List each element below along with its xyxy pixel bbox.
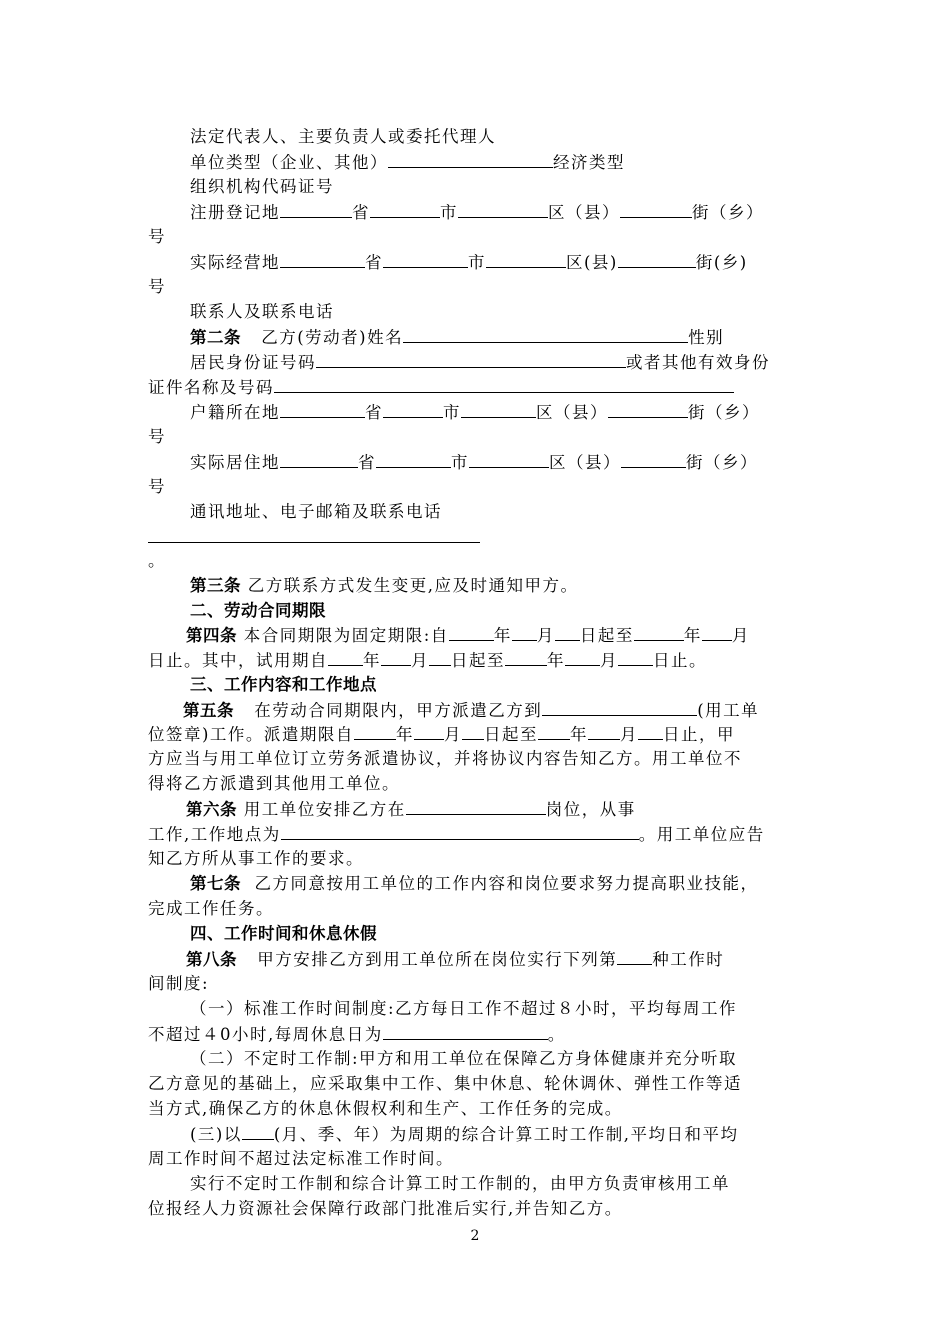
blank-field[interactable] <box>383 400 443 418</box>
text-line <box>148 972 808 996</box>
page-number: 2 <box>470 1228 480 1244</box>
text: 号 <box>148 227 166 246</box>
text: 乙方同意按用工单位的工作内容和岗位要求努力提高职业技能， <box>254 874 759 893</box>
blank-field[interactable] <box>376 450 451 468</box>
contact-line <box>190 300 850 324</box>
blank-field[interactable] <box>505 648 547 666</box>
text: 实际居住地 <box>190 453 280 472</box>
text: (月、季、年）为周期的综合计算工时工作制,平均日和平均 <box>273 1125 739 1144</box>
blank-field[interactable] <box>618 648 653 666</box>
text: 户籍所在地 <box>190 403 280 422</box>
text: 三、工作内容和工作地点 <box>190 675 377 694</box>
section-heading-content <box>190 673 850 697</box>
text-line <box>148 225 808 249</box>
mailing-address-line <box>190 500 850 524</box>
text: 月 <box>619 725 638 744</box>
text: 性别 <box>688 328 725 347</box>
text: 日起至 <box>579 626 634 645</box>
article-3-line <box>190 574 850 598</box>
article-heading: 第八条 <box>186 950 237 969</box>
text: 通讯地址、电子邮箱及联系电话 <box>190 502 442 521</box>
blank-field[interactable] <box>486 250 566 268</box>
text-line <box>148 747 808 771</box>
blank-field[interactable] <box>280 250 365 268</box>
article-heading: 第二条 <box>190 328 241 347</box>
blank-field[interactable] <box>316 350 626 368</box>
text: 日止。其中，试用期自 <box>148 651 328 670</box>
blank-field[interactable] <box>634 623 684 641</box>
text: 街(乡) <box>695 253 748 272</box>
text: 证件名称及号码 <box>148 378 274 397</box>
text: （二）不定时工作制:甲方和用工单位在保障乙方身体健康并充分听取 <box>190 1049 738 1068</box>
blank-field[interactable] <box>280 200 352 218</box>
text: 市 <box>468 253 486 272</box>
text: 居民身份证号码 <box>190 353 316 372</box>
text-line <box>148 425 808 449</box>
text: 乙方意见的基础上，应采取集中工作、集中休息、轮休调休、弹性工作等适 <box>148 1074 742 1093</box>
dispatch-period-line <box>148 722 808 747</box>
text: 省 <box>352 203 370 222</box>
text: 。 <box>547 1025 566 1044</box>
blank-field[interactable] <box>458 200 548 218</box>
text: 注册登记地 <box>190 203 280 222</box>
text: （一）标准工作时间制度:乙方每日工作不超过８小时，平均每周工作 <box>190 999 738 1018</box>
text: 本合同期限为固定期限:自 <box>243 626 449 645</box>
text: 号 <box>148 427 166 446</box>
blank-field[interactable] <box>618 250 696 268</box>
text-line <box>148 772 808 796</box>
blank-field[interactable] <box>280 450 358 468</box>
text: 单位类型（企业、其他） <box>190 153 388 172</box>
blank-field[interactable] <box>702 623 732 641</box>
text: 间制度: <box>148 974 210 993</box>
text: 日起至 <box>451 651 505 670</box>
blank-field[interactable] <box>621 450 686 468</box>
work-location-line <box>148 822 808 847</box>
text: (用工单 <box>697 701 760 720</box>
blank-field[interactable] <box>381 648 411 666</box>
text-line <box>148 275 808 299</box>
text: 号 <box>148 277 166 296</box>
article-4-line <box>186 623 846 648</box>
org-code-line <box>190 175 850 199</box>
blank-field[interactable] <box>469 450 549 468</box>
text: 位签章)工作。派遣期限自 <box>148 725 354 744</box>
text: 在劳动合同期限内，甲方派遣乙方到 <box>254 701 543 720</box>
text: 省 <box>365 403 383 422</box>
residence-line <box>190 450 850 475</box>
text: (三)以 <box>190 1125 242 1144</box>
article-5-line <box>183 698 843 723</box>
text: 区（县） <box>536 403 608 422</box>
text: 甲方安排乙方到用工单位所在岗位实行下列第 <box>257 950 618 969</box>
text: 乙方联系方式发生变更,应及时通知甲方。 <box>247 576 579 595</box>
text: 位报经人力资源社会保障行政部门批准后实行,并告知乙方。 <box>148 1199 623 1218</box>
text: 市 <box>443 403 461 422</box>
text: 四、工作时间和休息休假 <box>190 924 377 943</box>
blank-field[interactable] <box>449 623 494 641</box>
blank-field[interactable] <box>538 722 570 740</box>
text: 市 <box>451 453 469 472</box>
text: 当方式,确保乙方的休息休假权利和生产、工作任务的完成。 <box>148 1099 623 1118</box>
text: 月 <box>411 651 429 670</box>
text: 省 <box>358 453 376 472</box>
id-name-line <box>148 375 808 400</box>
text: 法定代表人、主要负责人或委托代理人 <box>190 127 496 146</box>
blank-field[interactable] <box>370 200 440 218</box>
registered-address-line <box>190 200 850 225</box>
blank-field[interactable] <box>403 325 688 343</box>
article-6-line <box>186 797 846 822</box>
blank-field[interactable] <box>608 400 688 418</box>
blank-field[interactable] <box>588 722 620 740</box>
text-line <box>148 897 808 921</box>
legal-representative-line <box>190 125 850 149</box>
text: 月 <box>600 651 618 670</box>
blank-field[interactable] <box>406 797 546 815</box>
text: 日止，甲 <box>662 725 735 744</box>
article-heading: 第七条 <box>190 874 241 893</box>
blank-field[interactable] <box>242 1122 274 1140</box>
blank-field[interactable] <box>555 623 580 641</box>
blank-field[interactable] <box>281 822 639 840</box>
blank-field[interactable] <box>383 1022 548 1040</box>
text: 年 <box>363 651 381 670</box>
text: 实际经营地 <box>190 253 280 272</box>
text: 岗位，从事 <box>545 800 636 819</box>
blank-field[interactable] <box>542 698 697 716</box>
text: 组织机构代码证号 <box>190 177 334 196</box>
blank-field[interactable] <box>429 648 451 666</box>
article-heading: 第六条 <box>186 800 237 819</box>
text: 日起至 <box>483 725 538 744</box>
text: 年 <box>395 725 414 744</box>
text: 区（县） <box>548 203 620 222</box>
text: 二、劳动合同期限 <box>190 601 326 620</box>
text: 年 <box>683 626 702 645</box>
text: 或者其他有效身份 <box>626 353 770 372</box>
text: 省 <box>365 253 383 272</box>
text: 日止。 <box>653 651 707 670</box>
text: 月 <box>731 626 750 645</box>
blank-field[interactable] <box>328 648 363 666</box>
text: 联系人及联系电话 <box>190 302 334 321</box>
blank-field[interactable] <box>280 400 365 418</box>
article-heading: 第五条 <box>183 701 234 720</box>
blank-field[interactable] <box>617 947 652 965</box>
article-heading: 第三条 <box>190 576 241 595</box>
blank-field[interactable] <box>383 250 468 268</box>
blank-field[interactable] <box>512 623 537 641</box>
text: 市 <box>440 203 458 222</box>
text: 得将乙方派遣到其他用工单位。 <box>148 774 400 793</box>
text: 街（乡） <box>686 453 758 472</box>
section-heading-hours <box>190 922 850 946</box>
text-line <box>190 1047 850 1071</box>
text: 月 <box>443 725 462 744</box>
text: 周工作时间不超过法定标准工作时间。 <box>148 1149 454 1168</box>
text: 种工作时 <box>652 950 725 969</box>
text-line <box>190 1172 850 1196</box>
text: 不超过４0小时,每周休息日为 <box>148 1025 383 1044</box>
text: 经济类型 <box>553 153 625 172</box>
text: 。用工单位应告 <box>638 825 765 844</box>
blank-field[interactable] <box>461 400 536 418</box>
text: 方应当与用工单位订立劳务派遣协议，并将协议内容告知乙方。用工单位不 <box>148 749 742 768</box>
blank-rule[interactable] <box>148 542 480 543</box>
blank-field[interactable] <box>462 722 484 740</box>
text: 区（县） <box>549 453 621 472</box>
text: 实行不定时工作制和综合计算工时工作制的，由甲方负责审核用工单 <box>190 1174 730 1193</box>
text: 年 <box>569 725 588 744</box>
text: 月 <box>536 626 555 645</box>
text-line <box>190 997 850 1021</box>
text: 街（乡） <box>692 203 764 222</box>
text: 。 <box>148 551 166 570</box>
text-line <box>148 1072 808 1096</box>
text: 区(县) <box>566 253 618 272</box>
text: 工作,工作地点为 <box>148 825 281 844</box>
blank-field[interactable] <box>388 150 553 168</box>
article-2-line <box>190 325 850 350</box>
business-address-line <box>190 250 850 275</box>
article-heading: 第四条 <box>186 626 237 645</box>
article-8-line <box>186 947 846 972</box>
text: 知乙方所从事工作的要求。 <box>148 849 364 868</box>
text: 年 <box>493 626 512 645</box>
text: 完成工作任务。 <box>148 899 274 918</box>
text: 号 <box>148 477 166 496</box>
id-number-line <box>190 350 850 375</box>
rest-day-line <box>148 1022 808 1047</box>
text: 街（乡） <box>688 403 760 422</box>
blank-field[interactable] <box>274 375 734 393</box>
text-line <box>148 1097 808 1121</box>
blank-field[interactable] <box>414 722 444 740</box>
probation-line <box>148 648 808 673</box>
household-register-line <box>190 400 850 425</box>
blank-field[interactable] <box>638 722 663 740</box>
text: 年 <box>547 651 565 670</box>
text-line <box>148 1197 808 1221</box>
section-heading-term <box>190 599 850 623</box>
article-7-line <box>190 872 850 896</box>
blank-field[interactable] <box>354 722 396 740</box>
text-line <box>148 1147 808 1171</box>
text-line <box>148 847 808 871</box>
blank-field[interactable] <box>565 648 600 666</box>
text: 用工单位安排乙方在 <box>243 800 406 819</box>
text-line <box>148 475 808 499</box>
comprehensive-hours-line <box>190 1122 850 1147</box>
text-line <box>148 549 808 573</box>
text: 乙方(劳动者)姓名 <box>261 328 404 347</box>
unit-type-line <box>190 150 850 175</box>
blank-field[interactable] <box>620 200 692 218</box>
